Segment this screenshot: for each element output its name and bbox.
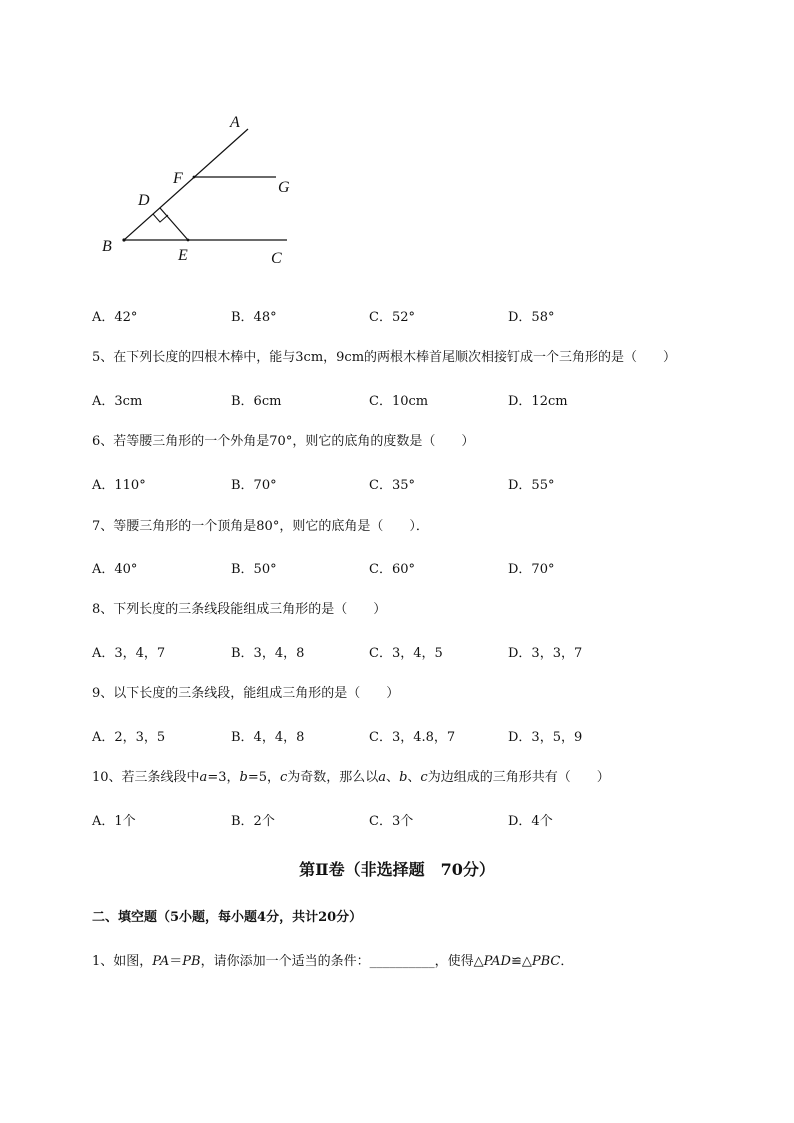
segment-de [160, 208, 188, 240]
q8-question: 8、下列长度的三条线段能组成三角形的是（ ） [92, 602, 387, 617]
section-2-title: 第Ⅱ卷（非选择题 70分） [299, 860, 495, 879]
q8-option-d[interactable]: D．3，3，7 [508, 646, 583, 661]
q6-option-b[interactable]: B．70° [231, 478, 277, 493]
q9-option-b[interactable]: B．4，4，8 [231, 730, 305, 745]
q10-prefix: 10、若三条线段中 [92, 770, 200, 785]
fill-in-heading: 二、填空题（5小题，每小题4分，共计20分） [92, 910, 363, 925]
q10-b-eq: =5， [247, 770, 280, 785]
q10-option-c[interactable]: C．3个 [369, 814, 414, 829]
q10-option-b[interactable]: B．2个 [231, 814, 275, 829]
q10-var-a2: a [378, 770, 387, 785]
q5-option-a[interactable]: A．3cm [92, 394, 143, 409]
fill-q1-pbc: PBC [531, 954, 561, 969]
label-b: B [102, 238, 112, 255]
q8-option-c[interactable]: C．3，4，5 [369, 646, 443, 661]
q5-question: 5、在下列长度的四根木棒中，能与3cm，9cm的两根木棒首尾顺次相接钉成一个三角形的是（ ） [92, 350, 677, 365]
q9-option-a[interactable]: A．2，3，5 [92, 730, 166, 745]
q6-option-a[interactable]: A．110° [92, 478, 146, 493]
q10-a-eq: =3， [207, 770, 240, 785]
q10-var-b: b [239, 770, 248, 785]
q10-var-b2: b [399, 770, 408, 785]
fill-q1-prefix: 1、如图， [92, 954, 153, 969]
point-f [193, 176, 196, 179]
label-e: E [178, 247, 188, 264]
q8-option-b[interactable]: B．3，4，8 [231, 646, 305, 661]
q10-question [92, 766, 610, 785]
q9-question: 9、以下长度的三条线段，能组成三角形的是（ ） [92, 686, 400, 701]
q10-var-c: c [279, 770, 288, 785]
q4-option-c[interactable]: C．52° [369, 310, 415, 325]
q7-question: 7、等腰三角形的一个顶角是80°，则它的底角是（ ）． [92, 519, 429, 534]
q4-option-b[interactable]: B．48° [231, 310, 277, 325]
q7-option-d[interactable]: D．70° [508, 562, 555, 577]
fill-q1-mid2: ，使得△ [434, 954, 484, 969]
q5-option-b[interactable]: B．6cm [231, 394, 282, 409]
q4-option-a[interactable]: A．42° [92, 310, 138, 325]
q5-option-c[interactable]: C．10cm [369, 394, 429, 409]
q4-option-d[interactable]: D．58° [508, 310, 555, 325]
q10-option-a[interactable]: A．1个 [92, 814, 136, 829]
q8-option-a[interactable]: A．3，4，7 [92, 646, 166, 661]
label-f: F [173, 170, 183, 187]
q7-option-c[interactable]: C．60° [369, 562, 415, 577]
q5-option-d[interactable]: D．12cm [508, 394, 568, 409]
segment-ba [124, 129, 248, 240]
fill-q1-question [92, 950, 573, 969]
fill-q1-cong: ≌△ [510, 954, 532, 969]
q10-option-d[interactable]: D．4个 [508, 814, 553, 829]
label-a: A [230, 114, 240, 131]
geometry-figure [92, 110, 312, 270]
point-b [122, 238, 125, 241]
label-d: D [138, 192, 150, 209]
fill-q1-eq: ＝ [169, 954, 183, 969]
q7-option-b[interactable]: B．50° [231, 562, 277, 577]
q9-option-d[interactable]: D．3，5，9 [508, 730, 583, 745]
q10-sep2: 、 [407, 770, 421, 785]
fill-q1-pb: PB [182, 954, 201, 969]
q10-mid: 为奇数，那么以 [287, 770, 379, 785]
fill-q1-mid: ，请你添加一个适当的条件： [200, 954, 370, 969]
q10-var-a: a [199, 770, 208, 785]
q6-option-d[interactable]: D．55° [508, 478, 555, 493]
fill-q1-pad: PAD [483, 954, 511, 969]
point-e [187, 239, 190, 242]
label-c: C [271, 250, 282, 267]
q6-question: 6、若等腰三角形的一个外角是70°，则它的底角的度数是（ ） [92, 434, 475, 449]
q10-suffix: 为边组成的三角形共有（ ） [427, 770, 610, 785]
label-g: G [278, 179, 290, 196]
q10-var-c2: c [420, 770, 428, 785]
q7-option-a[interactable]: A．40° [92, 562, 138, 577]
q6-option-c[interactable]: C．35° [369, 478, 415, 493]
fill-q1-end: ． [560, 954, 574, 969]
q9-option-c[interactable]: C．3，4.8，7 [369, 730, 456, 745]
fill-q1-answer-blank[interactable]: __________ [369, 954, 435, 969]
q10-sep1: 、 [386, 770, 400, 785]
fill-q1-pa: PA [152, 954, 170, 969]
